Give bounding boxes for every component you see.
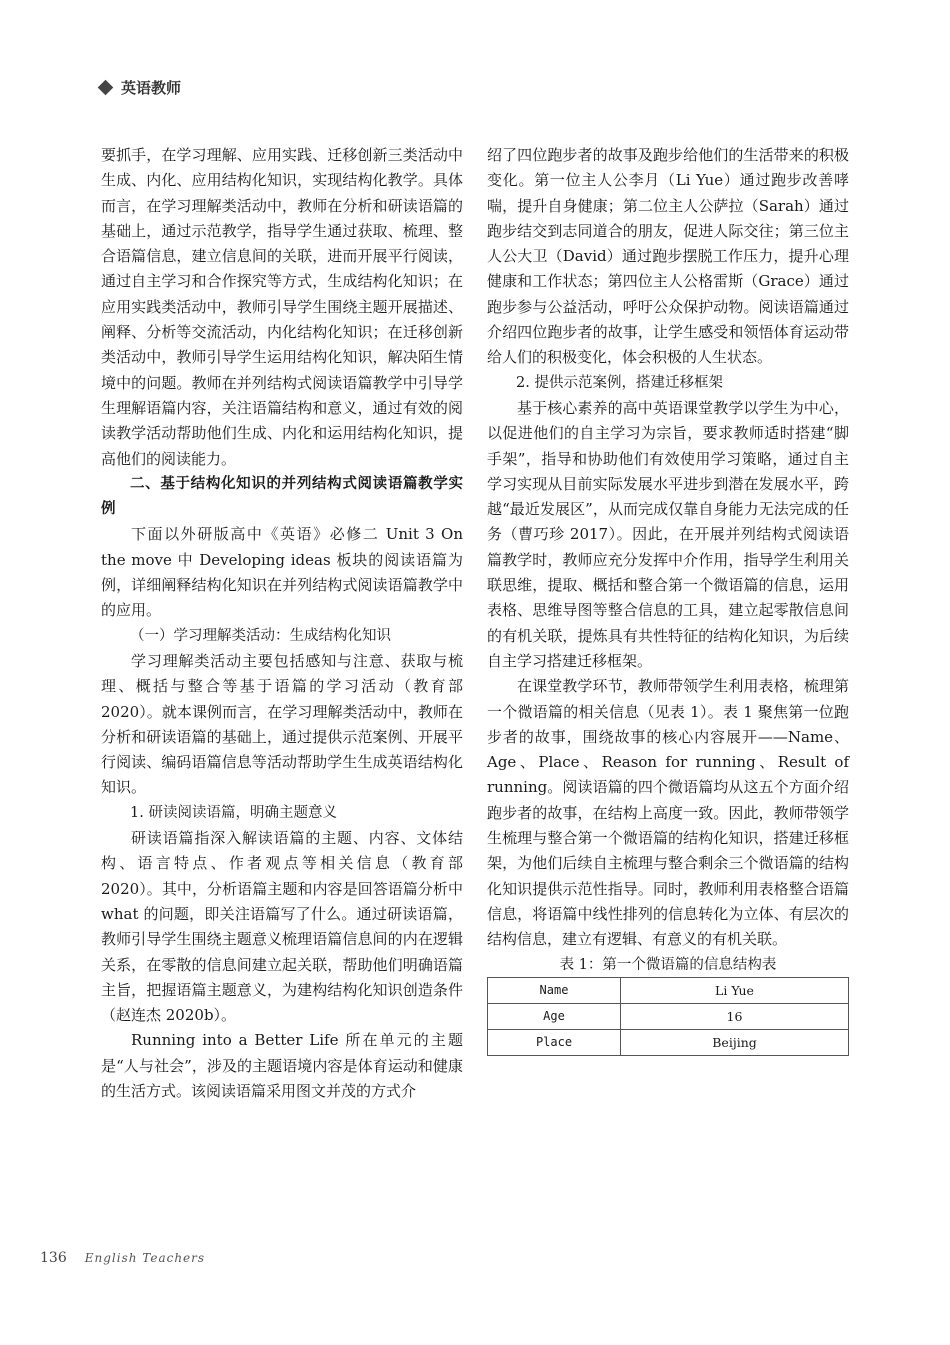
journal-title: 英语教师 — [121, 78, 182, 97]
subsection-heading: 2. 提供示范案例，搭建迁移框架 — [516, 374, 723, 391]
table-value: 16 — [621, 1003, 849, 1029]
diamond-icon — [98, 79, 114, 95]
subsection-heading: 1. 研读阅读语篇，明确主题意义 — [130, 804, 337, 821]
journal-english-name: English Teachers — [84, 1251, 206, 1265]
paragraph: 下面以外研版高中《英语》必修二 Unit 3 On the move 中 Developing ideas 板块的阅读语篇为例，详细阐释结构化知识在并列结构式阅读语篇教学中的应用。 — [101, 525, 463, 620]
table-key: Name — [488, 977, 621, 1003]
table-caption: 表 1：第一个微语篇的信息结构表 — [559, 956, 777, 973]
paragraph: 学习理解类活动主要包括感知与注意、获取与梳理、概括与整合等基于语篇的学习活动（教育部 2020）。就本课例而言，在学习理解类活动中，教师在分析和研读语篇的基础上，通过提供示范案例、开展平行阅读、编码语篇信息等活动帮助学生生成英语结构化知识。 — [101, 651, 463, 797]
left-column — [101, 143, 463, 1104]
table-key: Age — [488, 1003, 621, 1029]
info-table — [487, 977, 849, 1056]
paragraph: 绍了四位跑步者的故事及跑步给他们的生活带来的积极变化。第一位主人公李月（Li Yue）通过跑步改善哮喘，提升自身健康；第二位主人公萨拉（Sarah）通过跑步结交到志同道合的朋友，促进人际交往；第三位主人公大卫（David）通过跑步摆脱工作压力，提升心理健康和工作状态；第四位主人公格雷斯（Grace）通过跑步参与公益活动，呼吁公众保护动物。阅读语篇通过介绍四位跑步者的故事，让学生感受和领悟体育运动带给人们的积极变化，体会积极的人生状态。 — [487, 146, 849, 367]
right-column — [487, 143, 849, 1056]
paragraph: 在课堂教学环节，教师带领学生利用表格，梳理第一个微语篇的相关信息（见表 1）。表 1 聚焦第一位跑步者的故事，围绕故事的核心内容展开——Name、Age、Place、Reason for running、Result of running。阅读语篇的四个微语篇均从这五个方面介绍跑步者的故事，在结构上高度一致。因此，教师带领学生梳理与整合第一个微语篇的结构化知识，搭建迁移框架，为他们后续自主梳理与整合剩余三个微语篇的结构化知识提供示范性指导。同时，教师利用表格整合语篇信息，将语篇中线性排列的信息转化为立体、有层次的结构信息，建立有逻辑、有意义的有机关联。 — [487, 677, 849, 949]
section-heading: 二、基于结构化知识的并列结构式阅读语篇教学实例 — [101, 475, 463, 518]
table-key: Place — [488, 1029, 621, 1055]
paragraph: Running into a Better Life 所在单元的主题是“人与社会”，涉及的主题语境内容是体育运动和健康的生活方式。该阅读语篇采用图文并茂的方式介 — [101, 1031, 463, 1100]
table-row — [488, 977, 849, 1003]
page-footer — [40, 1250, 205, 1266]
table-value: Li Yue — [621, 977, 849, 1003]
subsection-heading: （一）学习理解类活动：生成结构化知识 — [130, 627, 391, 644]
paragraph: 要抓手，在学习理解、应用实践、迁移创新三类活动中生成、内化、应用结构化知识，实现结构化教学。具体而言，在学习理解类活动中，教师在分析和研读语篇的基础上，通过示范教学，指导学生通过获取、梳理、整合语篇信息，建立信息间的关联，进而开展平行阅读，通过自主学习和合作探究等方式，生成结构化知识；在应用实践类活动中，教师引导学生围绕主题开展描述、阐释、分析等交流活动，内化结构化知识；在迁移创新类活动中，教师引导学生运用结构化知识，解决陌生情境中的问题。教师在并列结构式阅读语篇教学中引导学生理解语篇内容，关注语篇结构和意义，通过有效的阅读教学活动帮助他们生成、内化和运用结构化知识，提高他们的阅读能力。 — [101, 146, 463, 468]
table-value: Beijing — [621, 1029, 849, 1055]
table-row — [488, 1029, 849, 1055]
page-number: 136 — [40, 1250, 67, 1266]
running-header — [100, 76, 181, 98]
paragraph: 基于核心素养的高中英语课堂教学以学生为中心，以促进他们的自主学习为宗旨，要求教师适时搭建“脚手架”，指导和协助他们有效使用学习策略，通过自主学习实现从目前实际发展水平进步到潜在发展水平，跨越“最近发展区”，从而完成仅靠自身能力无法完成的任务（曹巧珍 2017）。因此，在开展并列结构式阅读语篇教学时，教师应充分发挥中介作用，指导学生利用关联思维，提取、概括和整合第一个微语篇的信息，运用表格、思维导图等整合信息的工具，建立起零散信息间的有机关联，提炼具有共性特征的结构化知识，为后续自主学习搭建迁移框架。 — [487, 398, 849, 670]
table-row — [488, 1003, 849, 1029]
paragraph: 研读语篇指深入解读语篇的主题、内容、文体结构、语言特点、作者观点等相关信息（教育部 2020）。其中，分析语篇主题和内容是回答语篇分析中 what 的问题，即关注语篇写了什么。通过研读语篇，教师引导学生围绕主题意义梳理语篇信息间的内在逻辑关系，在零散的信息间建立起关联，帮助他们明确语篇主旨，把握语篇主题意义，为建构结构化知识创造条件（赵连杰 2020b）。 — [101, 829, 463, 1025]
